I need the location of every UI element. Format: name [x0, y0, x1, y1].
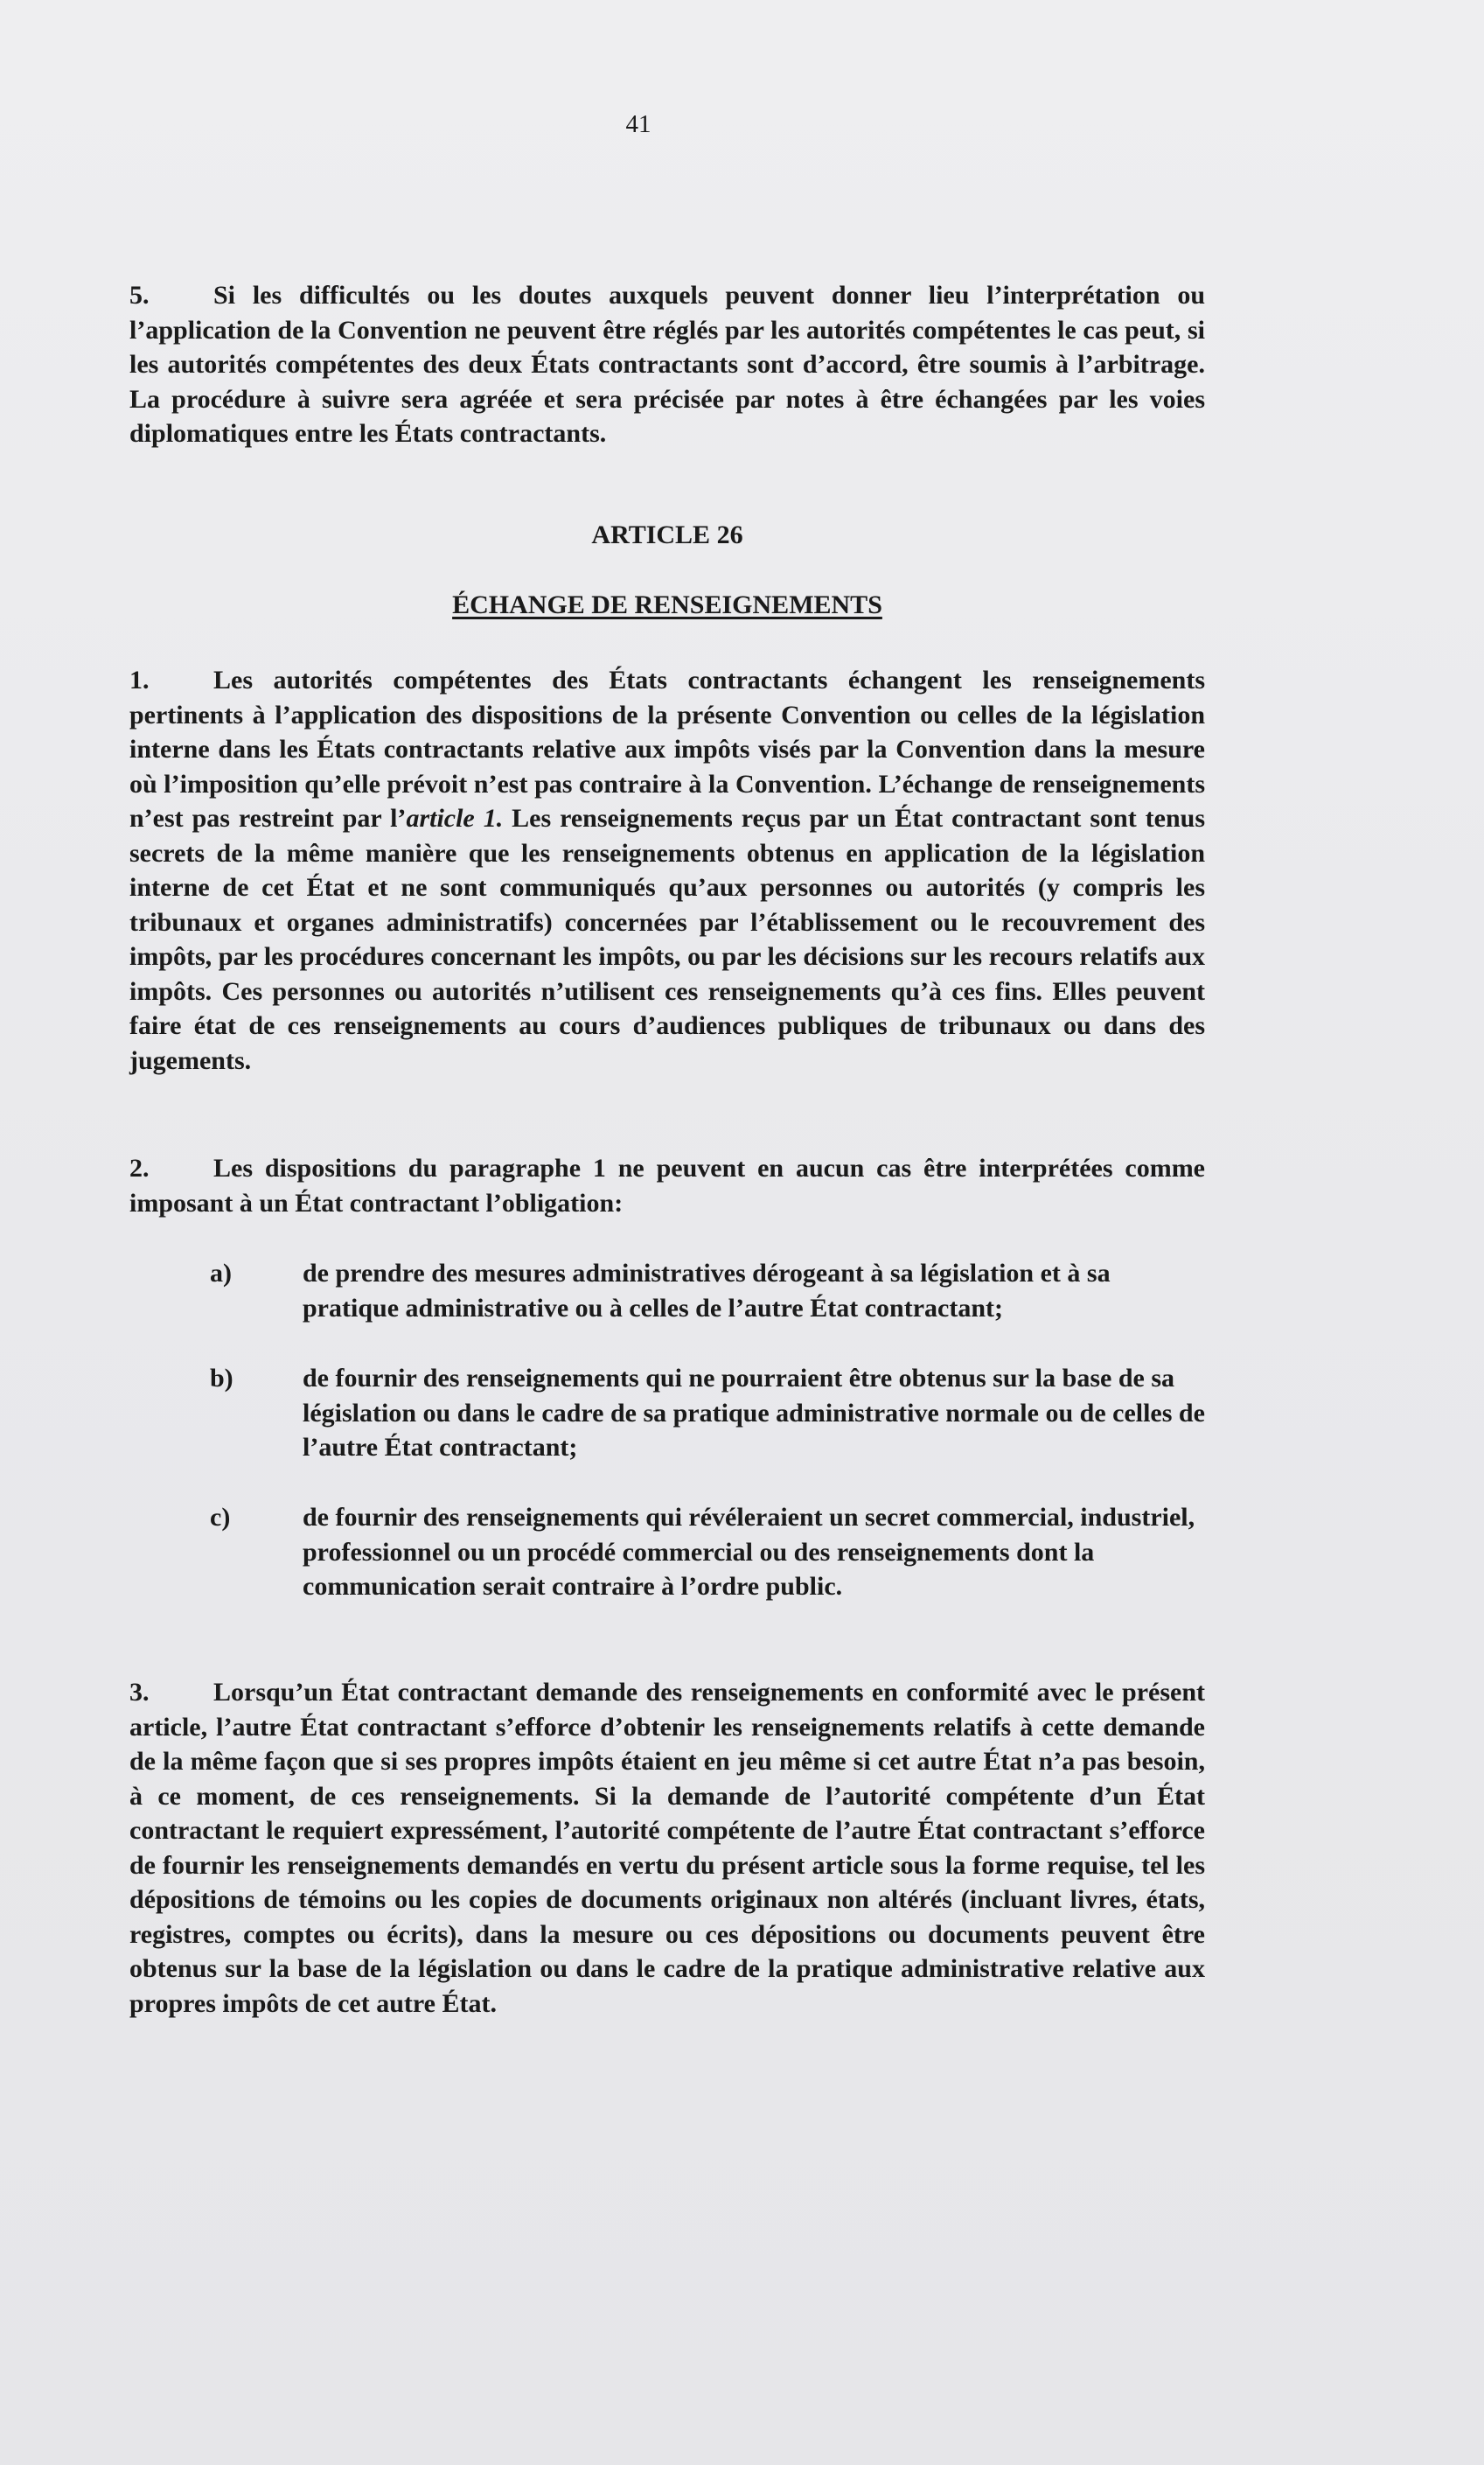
- list-item-text: de fournir des renseignements qui ne pourraient être obtenus sur la base de sa législation ou dans le cadre de sa pratique administrative normale ou de celles de l’autre État contractant;: [303, 1364, 1205, 1462]
- list-item-letter: b): [210, 1364, 233, 1393]
- list-item-text: de fournir des renseignements qui révéleraient un secret commercial, industriel, professionnel ou un procédé commercial ou des renseignements dont la communication serait contraire à l’ordre public.: [303, 1503, 1195, 1601]
- paragraph-number: 3.: [129, 1678, 150, 1707]
- paragraph-number: 5.: [129, 281, 150, 310]
- article-subtitle: [129, 590, 1205, 620]
- article-reference: article 1.: [406, 804, 504, 833]
- list-item-b: [210, 1361, 1207, 1465]
- paragraph-text-continued: Les renseignements reçus par un État contractant sont tenus secrets de la même manière que les renseignements obtenus en application de la législation interne de cet État et ne sont communiqués qu’aux personnes ou autorités (y compris les tribunaux et organes administratifs) concernées par l’établissement ou le recouvrement des impôts, par les procédures concernant les impôts, ou par les décisions sur les recours relatifs aux impôts. Ces personnes ou autorités n’utilisent ces renseignements qu’à ces fins. Elles peuvent faire état de ces renseignements au cours d’audiences publiques de tribunaux ou dans des jugements.: [129, 804, 1206, 1075]
- paragraph-2: [129, 1151, 1205, 1220]
- list-item-letter: a): [210, 1259, 232, 1288]
- paragraph-text: Les dispositions du paragraphe 1 ne peuvent en aucun cas être interprétées comme imposant à un État contractant l’obligation:: [129, 1154, 1205, 1218]
- paragraph-1: [129, 663, 1205, 1078]
- list-item-text: de prendre des mesures administratives dérogeant à sa législation et à sa pratique administrative ou à celles de l’autre État contractant;: [303, 1259, 1111, 1323]
- article-subtitle-text: ÉCHANGE DE RENSEIGNEMENTS: [452, 590, 882, 619]
- paragraph-text: Les autorités compétentes des États contractants échangent les renseignements pertinents à l’application des dispositions de la présente Convention ou celles de la législation interne dans les États contractants relative aux impôts visés par la Convention dans la mesure où l’imposition qu’elle prévoit n’est pas contraire à la Convention. L’échange de renseignements n’est pas restreint par l’: [129, 666, 1205, 833]
- paragraph-5: [129, 278, 1205, 451]
- article-title-text: ARTICLE 26: [591, 520, 743, 549]
- list-item-c: [210, 1500, 1207, 1604]
- paragraph-number: 1.: [129, 666, 150, 695]
- paragraph-number: 2.: [129, 1154, 150, 1183]
- paragraph-text: Lorsqu’un État contractant demande des renseignements en conformité avec le présent article, l’autre État contractant s’efforce d’obtenir les renseignements relatifs à cette demande de la même façon que si ses propres impôts étaient en jeu même si cet autre État n’a pas besoin, à ce moment, de ces renseignements. Si la demande de l’autorité compétente d’un État contractant le requiert expressément, l’autorité compétente de l’autre État contractant s’efforce de fournir les renseignements demandés en vertu du présent article sous la forme requise, tel les dépositions de témoins ou les copies de documents originaux non altérés (incluant livres, états, registres, comptes ou écrits), dans la mesure ou ces dépositions ou documents peuvent être obtenus sur la base de la législation ou dans le cadre de la pratique administrative relative aux propres impôts de cet autre État.: [129, 1678, 1205, 2018]
- paragraph-text: Si les difficultés ou les doutes auxquels peuvent donner lieu l’interprétation ou l’application de la Convention ne peuvent être réglés par les autorités compétentes le cas peut, si les autorités compétentes des deux États contractants sont d’accord, être soumis à l’arbitrage. La procédure à suivre sera agréée et sera précisée par notes à être échangées par les voies diplomatiques entre les États contractants.: [129, 281, 1205, 448]
- article-title: [129, 520, 1205, 550]
- paragraph-3: [129, 1675, 1205, 2021]
- list-item-letter: c): [210, 1503, 231, 1532]
- list-item-a: [210, 1256, 1207, 1325]
- page-number: 41: [625, 110, 651, 138]
